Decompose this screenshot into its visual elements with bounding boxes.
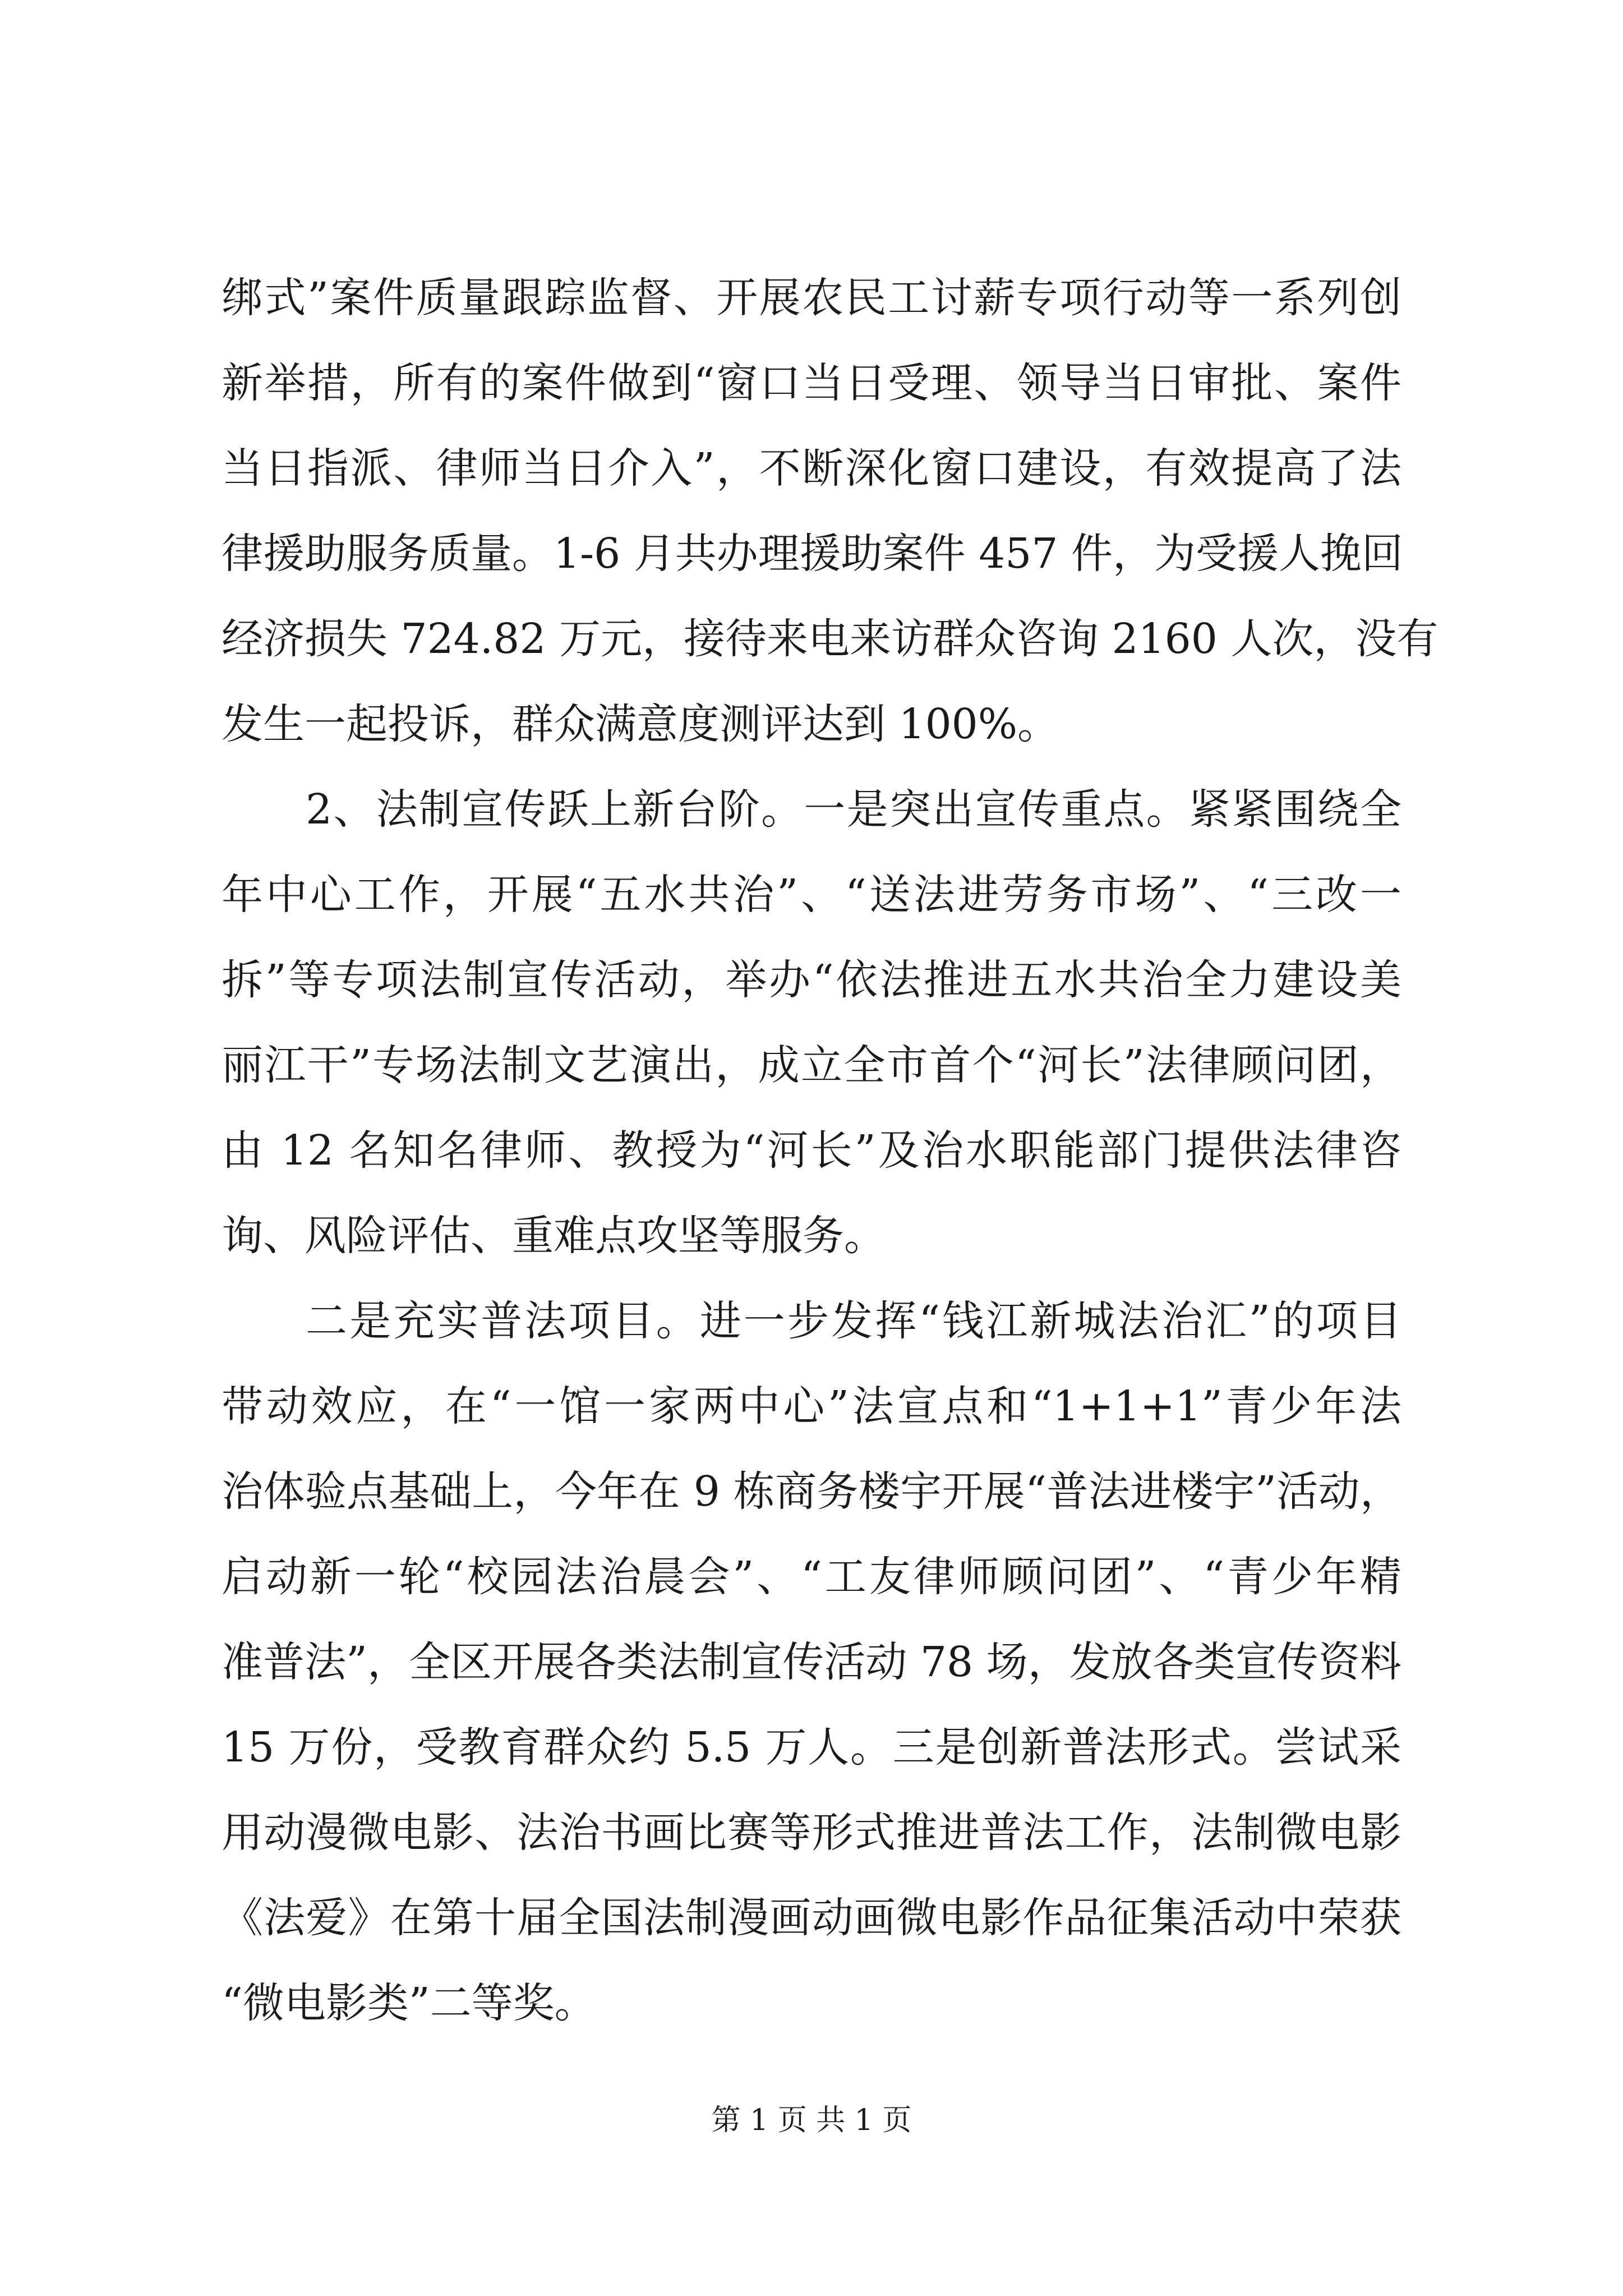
text-line: 律援助服务质量。1-6 月共办理援助案件 457 件，为受援人挽回: [222, 530, 1403, 578]
page-number-label: 第 1 页 共 1 页: [711, 2104, 912, 2137]
text-line: 《法爱》在第十届全国法制漫画动画微电影作品征集活动中荣获: [222, 1894, 1401, 1942]
text-line: 带动效应，在“一馆一家两中心”法宣点和“1+1+1”青少年法: [222, 1382, 1401, 1430]
text-line: 新举措，所有的案件做到“窗口当日受理、领导当日审批、案件: [222, 359, 1401, 407]
text-line: 2、法制宣传跃上新台阶。一是突出宣传重点。紧紧围绕全: [306, 785, 1401, 834]
text-line: 准普法”，全区开展各类法制宣传活动 78 场，发放各类宣传资料: [222, 1638, 1401, 1686]
text-line: 绑式”案件质量跟踪监督、开展农民工讨薪专项行动等一系列创: [222, 274, 1401, 322]
text-line: 二是充实普法项目。进一步发挥“钱江新城法治汇”的项目: [306, 1297, 1401, 1345]
text-line: 用动漫微电影、法治书画比赛等形式推进普法工作，法制微电影: [222, 1809, 1401, 1857]
text-line: 治体验点基础上，今年在 9 栋商务楼宇开展“普法进楼宇”活动，: [222, 1467, 1401, 1516]
page-footer: [0, 2101, 1623, 2140]
text-line: 启动新一轮“校园法治晨会”、“工友律师顾问团”、“青少年精: [222, 1553, 1401, 1601]
text-line: 由 12 名知名律师、教授为“河长”及治水职能部门提供法律咨: [222, 1126, 1401, 1175]
text-line: 拆”等专项法制宣传活动，举办“依法推进五水共治全力建设美: [222, 956, 1401, 1004]
text-line: “微电影类”二等奖。: [222, 1979, 596, 2027]
text-line: 15 万份，受教育群众约 5.5 万人。三是创新普法形式。尝试采: [222, 1723, 1401, 1772]
paragraph: [222, 767, 1401, 1278]
text-line: 经济损失 724.82 万元，接待来电来访群众咨询 2160 人次，没有: [222, 615, 1438, 663]
text-line: 年中心工作，开展“五水共治”、“送法进劳务市场”、“三改一: [222, 871, 1401, 919]
text-line: 当日指派、律师当日介入”，不断深化窗口建设，有效提高了法: [222, 444, 1401, 493]
text-line: 发生一起投诉，群众满意度测评达到 100%。: [222, 700, 1059, 748]
text-line: 丽江干”专场法制文艺演出，成立全市首个“河长”法律顾问团，: [222, 1041, 1401, 1089]
document-body: [222, 255, 1438, 2046]
paragraph: [222, 255, 1438, 767]
text-line: 询、风险评估、重难点攻坚等服务。: [222, 1212, 886, 1260]
paragraph: [222, 1278, 1401, 2046]
